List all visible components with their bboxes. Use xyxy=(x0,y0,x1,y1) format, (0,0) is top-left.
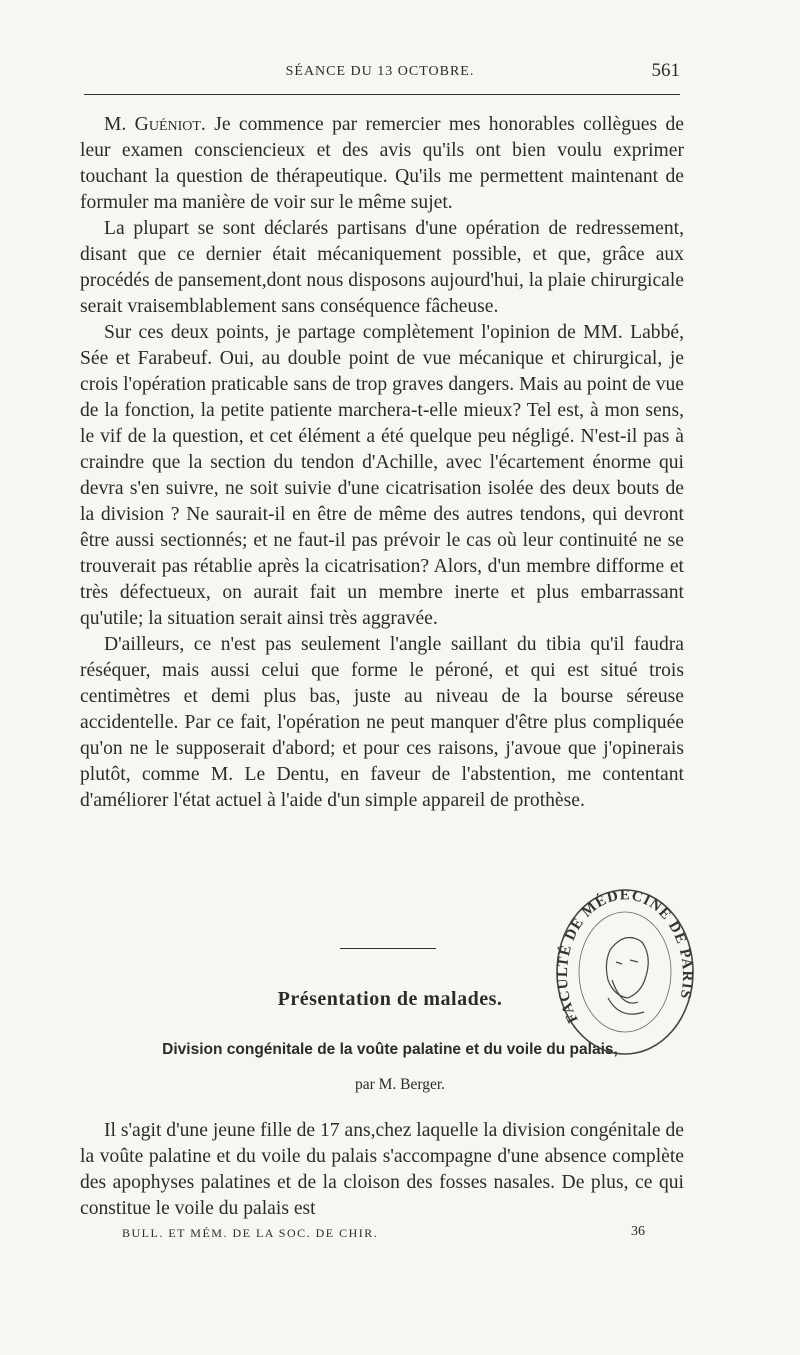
paragraph-3: Sur ces deux points, je partage complètement l'opinion de MM. Labbé, Sée et Farabeuf. Oui, au double point de vue mécanique et chirurgical, je crois l'opération praticable sans de trop graves dangers. Mais au point de vue de la fonction, la petite patiente marchera-t-elle mieux? Tel est, à mon sens, le vif de la question, et cet élément a été quelque peu négligé. N'est-il pas à craindre que la section du tendon d'Achille, avec l'écartement énorme qui devra s'en suivre, ne soit suivie d'une cicatrisation isolée des deux bouts de la division ? Ne saurait-il en être de même des autres tendons, qui devront être aussi sectionnés; et ne faut-il pas prévoir le cas où leur continuité ne se trouverait pas rétablie après la cicatrisation? Alors, d'un membre difforme et très défectueux, on aurait fait un membre inerte et plus embarrassant qu'utile; la situation serait ainsi très aggravée. xyxy=(80,322,684,629)
running-head-title: SÉANCE DU 13 OCTOBRE. xyxy=(285,64,475,79)
stamp-inner-ring xyxy=(579,912,671,1032)
header-rule xyxy=(84,94,680,95)
speaker-name: M. Guéniot. xyxy=(104,114,206,135)
main-text xyxy=(80,112,684,814)
library-stamp xyxy=(550,880,700,1060)
footer-signature: 36 xyxy=(631,1224,645,1239)
section-divider xyxy=(340,948,436,949)
paragraph-1 xyxy=(80,112,684,216)
section-subtitle: Division congénitale de la voûte palatine et du voile du palais, xyxy=(162,1041,618,1058)
byline: par M. Berger. xyxy=(354,1076,446,1093)
stamp-text: FACULTÉ DE MÉDECINE DE PARIS xyxy=(554,887,696,1026)
paragraph-5: Il s'agit d'une jeune fille de 17 ans,chez laquelle la division congénitale de la voûte palatine et du voile du palais s'accompagne d'une absence complète des apophyses palatines et de la cloison des fosses nasales. De plus, ce qui constitue le voile du palais est xyxy=(80,1120,684,1219)
svg-text:FACULTÉ DE MÉDECINE DE PARIS xyxy=(555,887,695,1025)
running-head xyxy=(80,60,680,86)
lower-text xyxy=(80,1118,684,1222)
paragraph-4: D'ailleurs, ce n'est pas seulement l'angle saillant du tibia qu'il faudra réséquer, mais aussi celui que forme le péroné, et qui est situé trois centimètres et demi plus bas, juste au niveau de la bourse séreuse accidentelle. Par ce fait, l'opération ne peut manquer d'être plus compliquée qu'on ne le supposerait d'abord; et pour ces raisons, j'avoue que j'opinerais plutôt, comme M. Le Dentu, en faveur de l'abstention, me contentant d'améliorer l'état actuel à l'aide d'un simple appareil de prothèse. xyxy=(80,634,684,811)
page-number: 561 xyxy=(651,60,680,81)
paragraph-1-text: Je commence par remercier mes honorables collègues de leur examen consciencieux et des avis qu'ils ont bien voulu exprimer touchant la question de thérapeutique. Qu'ils me permettent maintenant de formuler ma manière de voir sur le même sujet. xyxy=(80,114,684,213)
section-title: Présentation de malades. xyxy=(277,988,503,1010)
stamp-portrait xyxy=(606,938,648,1015)
paragraph-2: La plupart se sont déclarés partisans d'une opération de redressement, disant que ce dernier était mécaniquement possible, et que, grâce aux procédés de pansement,dont nous disposons aujourd'hui, la plaie chirurgicale serait vraisemblablement sans conséquence fâcheuse. xyxy=(80,218,684,317)
footer-journal: BULL. ET MÉM. DE LA SOC. DE CHIR. xyxy=(122,1226,379,1240)
